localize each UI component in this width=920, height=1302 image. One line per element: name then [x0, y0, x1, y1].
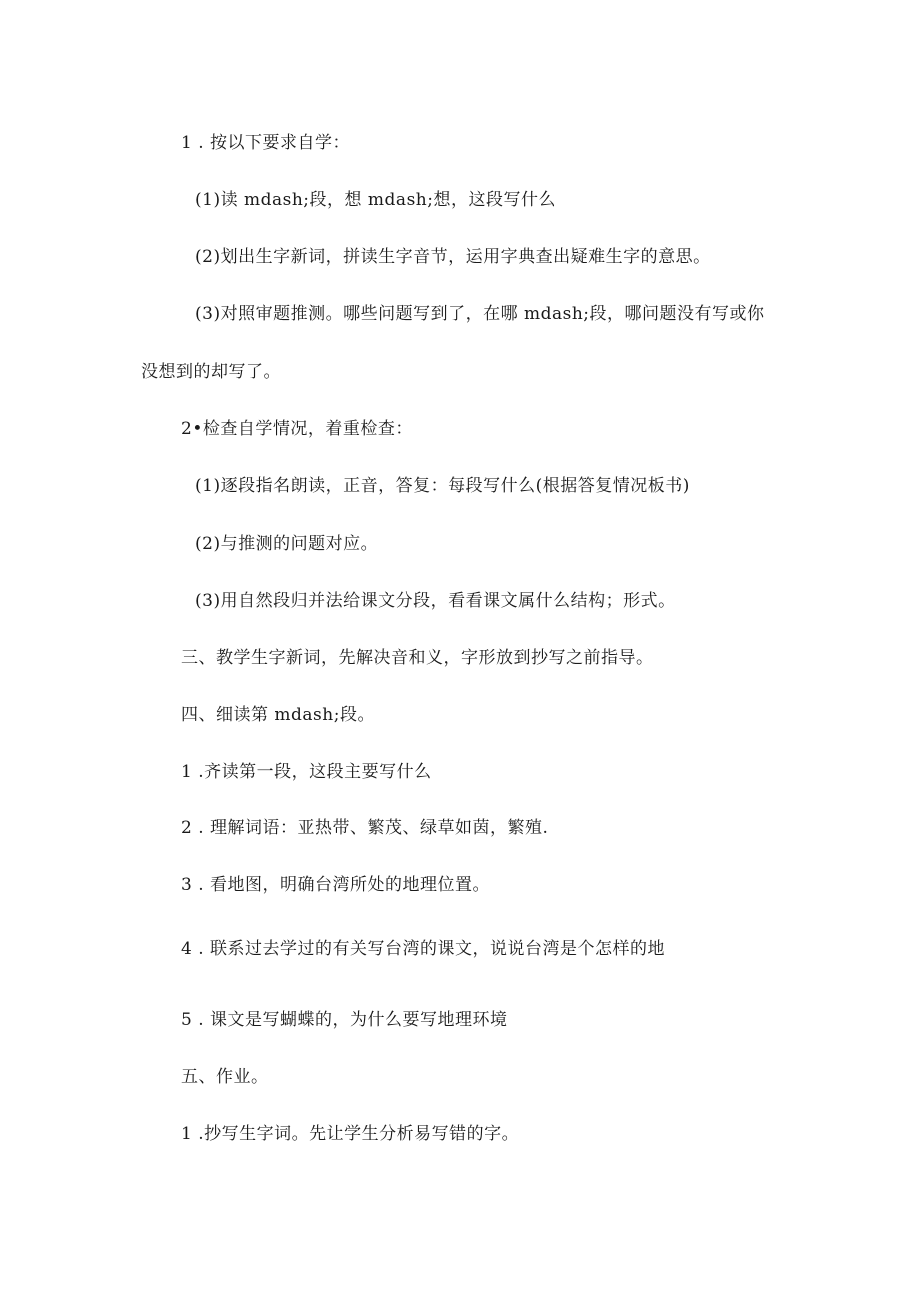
text-line-2: (1)读 mdash;段，想 mdash;想，这段写什么	[195, 190, 556, 210]
text-line-11: 四、细读第 mdash;段。	[181, 705, 375, 725]
text-line-3: (2)划出生字新词，拼读生字音节，运用字典查出疑难生字的意思。	[195, 247, 711, 267]
text-line-6: 2•检查自学情况，着重检查：	[181, 419, 413, 439]
text-line-14: 3 . 看地图，明确台湾所处的地理位置。	[181, 875, 491, 895]
text-line-18: 1 .抄写生字词。先让学生分析易写错的字。	[181, 1124, 520, 1144]
text-line-17: 五、作业。	[181, 1067, 269, 1087]
text-line-5: 没想到的却写了。	[141, 362, 281, 382]
text-line-15: 4 . 联系过去学过的有关写台湾的课文，说说台湾是个怎样的地	[181, 939, 666, 959]
text-line-4: (3)对照审题推测。哪些问题写到了，在哪 mdash;段，哪问题没有写或你	[195, 304, 765, 324]
text-line-12: 1 .齐读第一段，这段主要写什么	[181, 762, 432, 782]
text-line-1: 1 . 按以下要求自学：	[181, 133, 351, 153]
text-line-8: (2)与推测的问题对应。	[195, 534, 379, 554]
text-line-10: 三、教学生字新词，先解决音和义，字形放到抄写之前指导。	[181, 648, 654, 668]
text-line-9: (3)用自然段归并法给课文分段，看看课文属什么结构；形式。	[195, 591, 676, 611]
text-line-13: 2 . 理解词语：亚热带、繁茂、绿草如茵，繁殖.	[181, 818, 549, 838]
text-line-16: 5 . 课文是写蝴蝶的，为什么要写地理环境	[181, 1010, 508, 1030]
text-line-7: (1)逐段指名朗读，正音，答复：每段写什么(根据答复情况板书)	[195, 476, 690, 496]
